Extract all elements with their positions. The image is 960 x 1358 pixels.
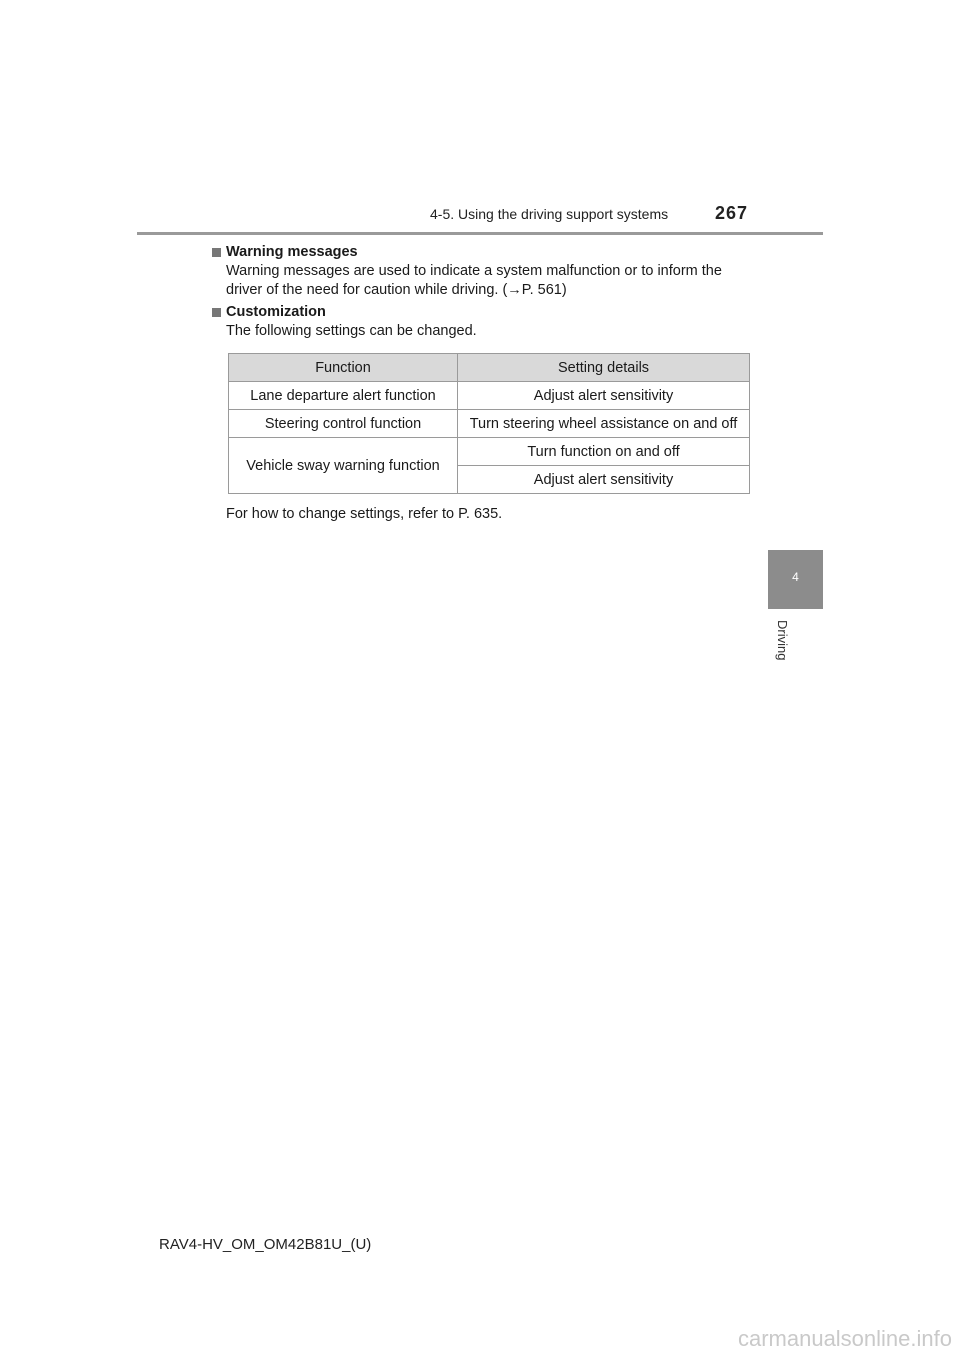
function-cell: Vehicle sway warning function (229, 438, 458, 494)
section-title: 4-5. Using the driving support systems (430, 206, 669, 222)
heading-text: Warning messages (226, 244, 358, 260)
square-bullet-icon (212, 308, 221, 317)
header-divider (137, 232, 823, 235)
setting-cell: Adjust alert sensitivity (458, 382, 750, 410)
page-number: 267 (715, 203, 749, 223)
setting-cell: Turn function on and off (458, 438, 750, 466)
setting-cell: Adjust alert sensitivity (458, 466, 750, 494)
table-row (229, 438, 750, 466)
watermark: carmanualsonline.info (737, 1326, 952, 1351)
chapter-label-container (774, 620, 790, 680)
chapter-label: Driving (775, 620, 790, 661)
paragraph-line: Warning messages are used to indicate a system malfunction or to inform the (226, 263, 722, 279)
customization-table (228, 353, 750, 494)
paragraph-line: driver of the need for caution while driving. (→P. 561) (226, 282, 567, 298)
setting-cell: Turn steering wheel assistance on and off (458, 410, 750, 438)
table-header-row (229, 354, 750, 382)
chapter-tab (768, 550, 823, 609)
function-cell: Lane departure alert function (229, 382, 458, 410)
function-cell: Steering control function (229, 410, 458, 438)
document-code: RAV4-HV_OM_OM42B81U_(U) (159, 1236, 372, 1253)
section-heading-customization (209, 303, 769, 322)
table-row (229, 382, 750, 410)
square-bullet-icon (212, 248, 221, 257)
main-content (209, 243, 769, 341)
paragraph-line: The following settings can be changed. (226, 323, 477, 339)
section-heading-warning (209, 243, 769, 262)
column-header: Function (229, 354, 458, 382)
settings-reference-text: For how to change settings, refer to P. 635. (226, 506, 503, 522)
chapter-number: 4 (792, 570, 799, 584)
table-row (229, 410, 750, 438)
column-header: Setting details (458, 354, 750, 382)
heading-text: Customization (226, 304, 326, 320)
